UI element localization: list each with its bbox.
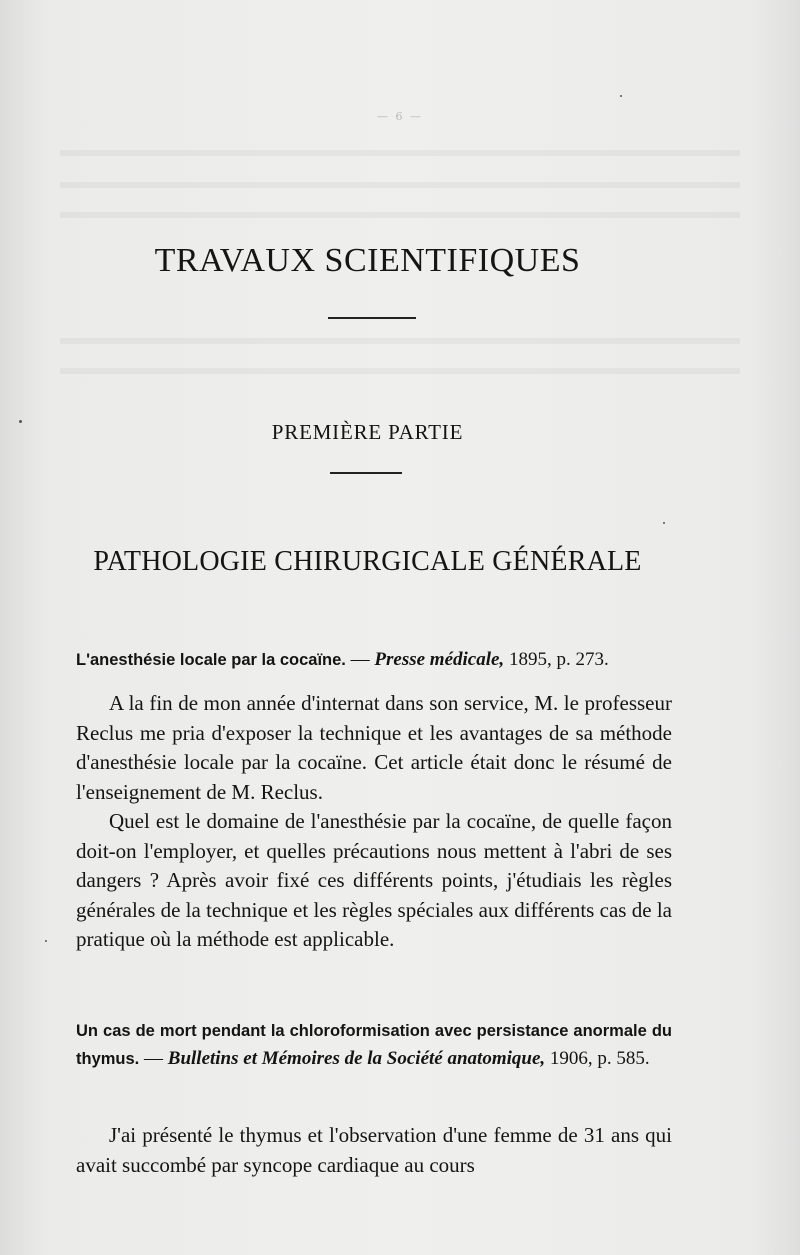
bleed-through-line [60,338,740,344]
article-separator: — [350,649,370,670]
article-details: 1906, p. 585. [549,1048,650,1069]
bleed-through-line [60,368,740,374]
article-details: 1895, p. 273. [508,649,609,670]
bleed-through-line [60,182,740,188]
article-source: Bulletins et Mémoires de la Société anatomique, [167,1048,546,1069]
part-divider [330,472,402,474]
article-heading [76,646,672,674]
section-title: PATHOLOGIE CHIRURGICALE GÉNÉRALE [93,546,642,577]
article-body [76,689,672,955]
article-title: Un cas de mort pendant la chloroformisation avec persistance anormale du thymus. [76,1022,672,1068]
body-paragraph: J'ai présenté le thymus et l'observation d'une femme de 31 ans qui avait succombé par syncope cardiaque au cours [76,1123,672,1177]
article-heading [76,1017,672,1073]
part-title: PREMIÈRE PARTIE [271,420,464,444]
article-body [76,1121,672,1180]
body-paragraph: Quel est le domaine de l'anesthésie par la cocaïne, de quelle façon doit-on l'employer, et quelles précautions nous mettent à l'abri de ses dangers ? Après avoir fixé ces différents points, j'étudiais les règles générales de la technique et les règles spéciales aux différents cas de la pratique où la méthode est applicable. [76,809,672,951]
bleed-through-line [60,212,740,218]
main-title: TRAVAUX SCIENTIFIQUES [154,242,581,279]
article-source: Presse médicale, [374,649,505,670]
bleed-through-line [60,150,740,156]
body-paragraph: A la fin de mon année d'internat dans son service, M. le professeur Reclus me pria d'exposer la technique et les avantages de sa méthode d'anesthésie locale par la cocaïne. Cet article était donc le résumé de l'enseignement de M. Reclus. [76,691,672,804]
article-separator: — [144,1048,164,1069]
article-title: L'anesthésie locale par la cocaïne. [76,651,346,669]
title-divider [328,317,416,319]
page-folio: — 6 — [377,110,423,123]
